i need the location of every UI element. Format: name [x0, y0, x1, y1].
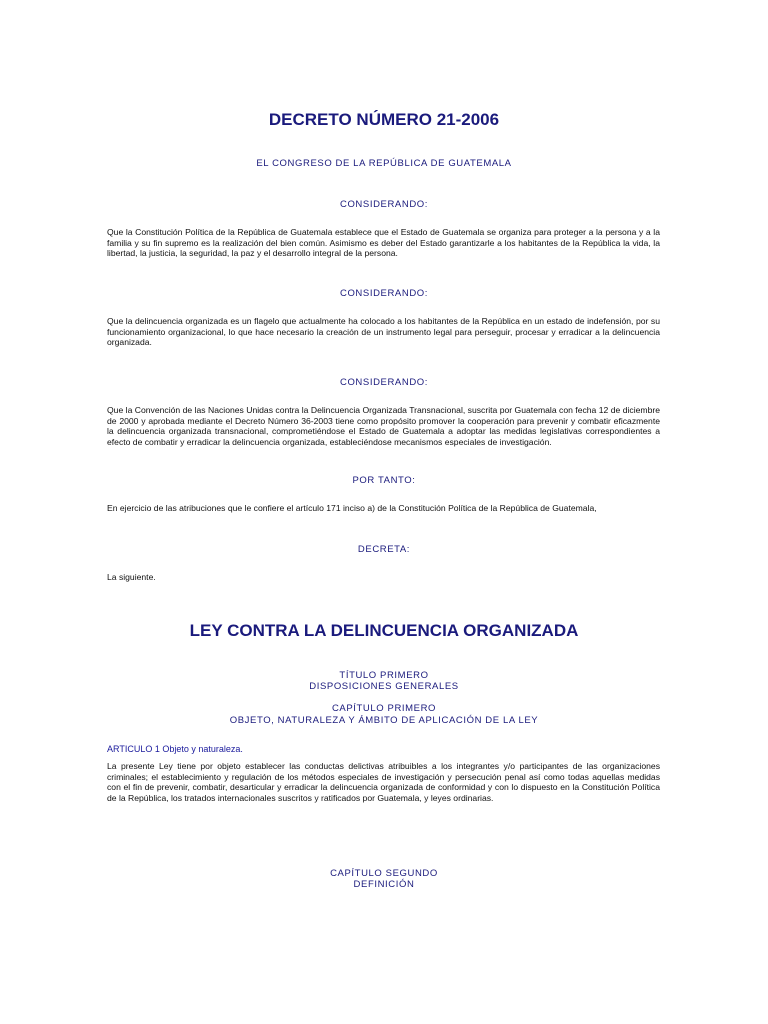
considerando-2-text: Que la delincuencia organizada es un flagelo que actualmente ha colocado a los habitantes de la República en un estado de indefensión, por su funcionamiento organizacional, lo que hace necesario la creación de un instrumento legal para perseguir, procesar y erradicar a la delincuencia organizada.: [107, 316, 660, 347]
decree-title: DECRETO NÚMERO 21-2006: [268, 110, 500, 129]
issuer-heading: EL CONGRESO DE LA REPÚBLICA DE GUATEMALA: [256, 158, 512, 169]
considerando-2-heading: CONSIDERANDO:: [339, 288, 429, 299]
capitulo-primero-name: OBJETO, NATURALEZA Y ÁMBITO DE APLICACIÓN DE LA LEY: [229, 715, 539, 726]
por-tanto-text: En ejercicio de las atribuciones que le confiere el artículo 171 inciso a) de la Constitución Política de la República de Guatemala,: [107, 503, 597, 513]
considerando-1-heading: CONSIDERANDO:: [339, 199, 429, 210]
decreta-heading: DECRETA:: [357, 544, 411, 555]
capitulo-segundo-label: CAPÍTULO SEGUNDO: [330, 868, 438, 879]
titulo-primero-name: DISPOSICIONES GENERALES: [309, 681, 459, 692]
considerando-1-text: Que la Constitución Política de la República de Guatemala establece que el Estado de Guatemala se organiza para proteger a la persona y a la familia y su fin supremo es la realización del bien común. Asimismo es deber del Estado garantizarle a los habitantes de la República la vida, la libertad, la justicia, la seguridad, la paz y el desarrollo integral de la persona.: [107, 227, 660, 258]
considerando-3-text: Que la Convención de las Naciones Unidas contra la Delincuencia Organizada Transnacional, suscrita por Guatemala con fecha 12 de diciembre de 2000 y aprobada mediante el Decreto Número 36-2003 tiene como propósito promover la cooperación para prevenir y combatir eficazmente la delincuencia organizada transnacional, comprometiéndose el Estado de Guatemala a adoptar las medidas legislativas correspondientes a efecto de combatir y erradicar la delincuencia organizada, estableciéndose mecanismos especiales de investigación.: [107, 405, 660, 447]
decreta-text: La siguiente.: [107, 572, 156, 582]
capitulo-primero-label: CAPÍTULO PRIMERO: [331, 703, 437, 714]
por-tanto-heading: POR TANTO:: [352, 475, 416, 486]
titulo-primero-label: TÍTULO PRIMERO: [339, 670, 429, 681]
law-title: LEY CONTRA LA DELINCUENCIA ORGANIZADA: [189, 621, 579, 640]
considerando-3-heading: CONSIDERANDO:: [339, 377, 429, 388]
articulo-1-title: ARTICULO 1 Objeto y naturaleza.: [107, 744, 243, 754]
articulo-1-text: La presente Ley tiene por objeto establecer las conductas delictivas atribuibles a los integrantes y/o participantes de las organizaciones criminales; el establecimiento y regulación de los métodos especiales de investigación y persecución penal así como todas aquellas medidas con el fin de prevenir, combatir, desarticular y erradicar la delincuencia organizada de conformidad y con lo dispuesto en la Constitución Política de la República, los tratados internacionales suscritos y ratificados por Guatemala, y leyes ordinarias.: [107, 761, 660, 803]
capitulo-segundo-name: DEFINICIÓN: [353, 879, 415, 890]
